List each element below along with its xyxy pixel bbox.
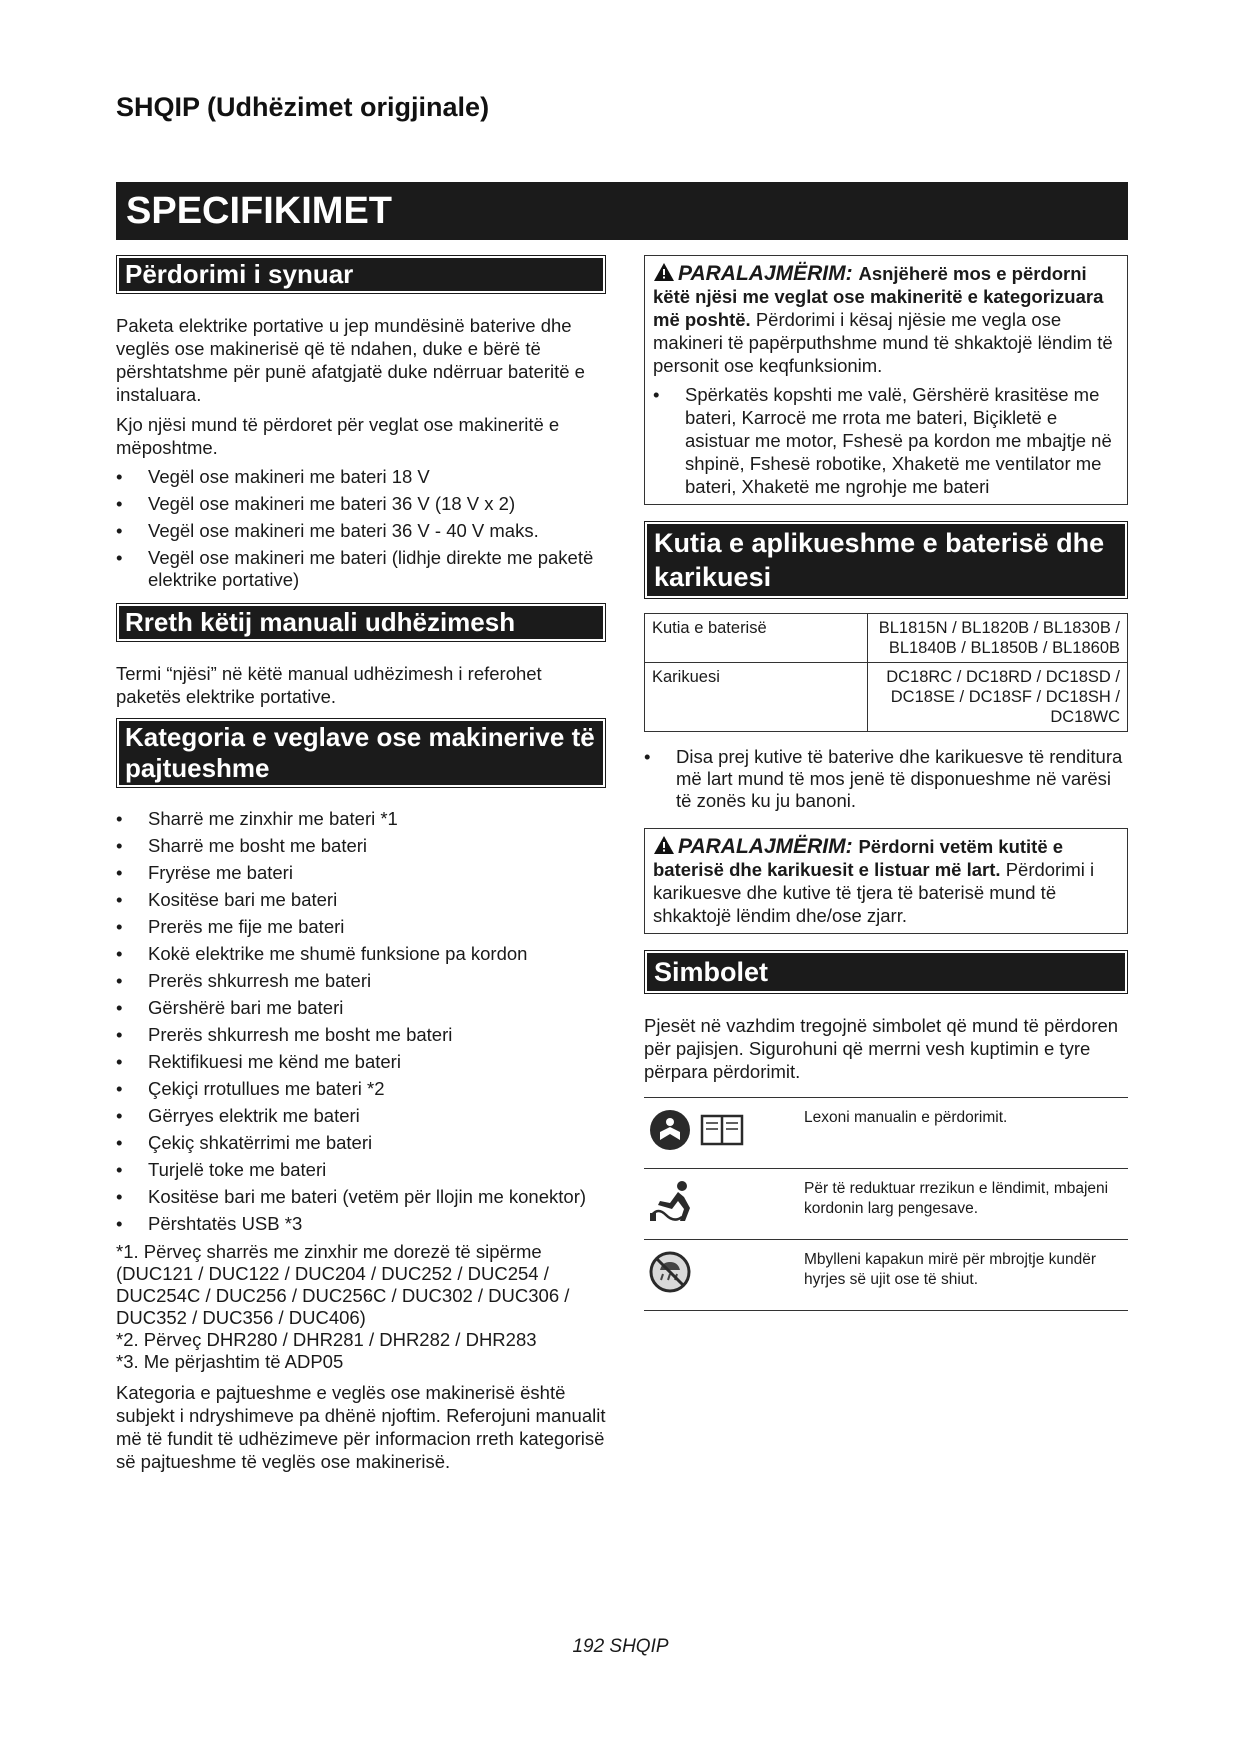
- symbols-table: [644, 1097, 1128, 1311]
- trip-hazard-icon: [648, 1179, 704, 1223]
- warning-text: Përdorimi i karikuesve dhe kutive të tjera të baterisë mund të shkaktojë lëndim dhe/ose zjarr.: [653, 859, 1095, 926]
- list-item: • Gërshërë bari me bateri: [116, 997, 606, 1019]
- table-row: [644, 1240, 1128, 1311]
- list-item: • Kositëse bari me bateri: [116, 889, 606, 911]
- symbol-description: Lexoni manualin e përdorimit.: [800, 1098, 1128, 1169]
- list-item: • Disa prej kutive të baterive dhe karikuesve të renditura më lart mund të mos jenë të disponueshme në varësi të zonës ku ju banoni.: [644, 746, 1128, 812]
- list-item: • Vegël ose makineri me bateri 36 V - 40 V maks.: [116, 520, 606, 542]
- list-item: • Përshtatës USB *3: [116, 1213, 606, 1235]
- warning-text: Përdorimi i kësaj njësie me vegla ose makineri të papërputhshme mund të shkaktojë lëndim të personit ose keqfunksionim.: [653, 309, 1113, 376]
- table-row: [644, 1098, 1128, 1169]
- warning-label: [653, 262, 858, 285]
- about-manual-paragraph: Termi “njësi” në këtë manual udhëzimesh i referohet paketës elektrike portative.: [116, 663, 542, 707]
- list-item: • Çekiç shkatërrimi me bateri: [116, 1132, 606, 1154]
- section-heading-symbols: Simbolet: [644, 950, 1128, 994]
- list-item: • Vegël ose makineri me bateri 36 V (18 V x 2): [116, 493, 606, 515]
- table-row: [644, 1169, 1128, 1240]
- compatible-list: [116, 808, 606, 1235]
- table-cell-value: DC18RC / DC18RD / DC18SD / DC18SE / DC18SF / DC18SH / DC18WC: [868, 663, 1128, 732]
- symbol-description: Mbylleni kapakun mirë për mbrojtje kundër hyrjes së ujit ose të shiut.: [800, 1240, 1128, 1311]
- read-manual-icon: [648, 1108, 748, 1152]
- warning-triangle-icon: [653, 262, 675, 282]
- right-column: [644, 255, 1128, 1311]
- list-item: • Prerës shkurresh me bosht me bateri: [116, 1024, 606, 1046]
- symbol-description: Për të reduktuar rrezikun e lëndimit, mbajeni kordonin larg pengesave.: [800, 1169, 1128, 1240]
- symbols-intro: Pjesët në vazhdim tregojnë simbolet që mund të përdoren për pajisjen. Sigurohuni që merrni vesh kuptimin e tyre përpara përdorimit.: [644, 1015, 1119, 1082]
- battery-charger-table: [644, 613, 1128, 732]
- warning-label-text: PARALAJMËRIM:: [678, 262, 853, 285]
- list-item: • Turjelë toke me bateri: [116, 1159, 606, 1181]
- page-language-title: SHQIP (Udhëzimet origjinale): [116, 92, 490, 122]
- intended-use-paragraph-1: Paketa elektrike portative u jep mundësinë baterive dhe veglës ose makinerisë që të ndahen, duke e bërë të përshtatshme për punë afatgjatë duke ndërruar bateritë e instaluara.: [116, 315, 585, 405]
- intended-use-list: [116, 466, 606, 591]
- no-rain-icon: [648, 1250, 696, 1294]
- table-cell-value: BL1815N / BL1820B / BL1830B / BL1840B / BL1850B / BL1860B: [868, 614, 1128, 663]
- list-item: • Kokë elektrike me shumë funksione pa kordon: [116, 943, 606, 965]
- list-item: • Vegël ose makineri me bateri (lidhje direkte me paketë elektrike portative): [116, 547, 606, 591]
- section-heading-intended-use: Përdorimi i synuar: [116, 255, 606, 294]
- warning-box-incompatible: [644, 255, 1128, 505]
- left-column: [116, 255, 606, 1480]
- symbol-cell: [644, 1098, 800, 1169]
- page-number: 192 SHQIP: [572, 1636, 669, 1657]
- compatibility-closing-paragraph: Kategoria e pajtueshme e veglës ose makinerisë është subjekt i ndryshimeve pa dhënë njoftim. Referojuni manualit më të fundit të udhëzimeve për informacion rreth kategorisë së pajtueshme të veglës ose makinerisë.: [116, 1382, 606, 1472]
- footnotes: [116, 1241, 606, 1373]
- list-item: • Rektifikuesi me kënd me bateri: [116, 1051, 606, 1073]
- incompatible-list: [653, 383, 1119, 498]
- table-row: [645, 614, 1128, 663]
- footnote: *1. Përveç sharrës me zinxhir me dorezë të sipërme (DUC121 / DUC122 / DUC204 / DUC252 / DUC254 / DUC254C / DUC256 / DUC256C / DUC302 / DUC306 / DUC352 / DUC356 / DUC406): [116, 1241, 570, 1328]
- list-item: • Çekiçi rrotullues me bateri *2: [116, 1078, 606, 1100]
- list-item: • Gërryes elektrik me bateri: [116, 1105, 606, 1127]
- warning-box-batteries: [644, 828, 1128, 934]
- list-item: • Vegël ose makineri me bateri 18 V: [116, 466, 606, 488]
- list-item: • Kositëse bari me bateri (vetëm për llojin me konektor): [116, 1186, 606, 1208]
- warning-bold-text: Asnjëherë mos e përdorni këtë njësi me veglat ose makineritë e kategorizuara më poshtë.: [653, 263, 1104, 330]
- table-row: [645, 663, 1128, 732]
- table-cell-label: Karikuesi: [645, 663, 868, 732]
- table-cell-label: Kutia e baterisë: [645, 614, 868, 663]
- list-item: • Spërkatës kopshti me valë, Gërshërë krasitëse me bateri, Karrocë me rrota me bateri, Biçikletë e asistuar me motor, Fshesë pa kordon me mbajtje në shpinë, Fshesë robotike, Xhaketë me ventilator me bateri, Xhaketë me ngrohje me bateri: [653, 383, 1119, 498]
- intended-use-paragraph-2: Kjo njësi mund të përdoret për veglat ose makineritë e mëposhtme.: [116, 414, 560, 458]
- list-item: • Prerës shkurresh me bateri: [116, 970, 606, 992]
- warning-triangle-icon: [653, 835, 675, 855]
- section-heading-compatible: Kategoria e veglave ose makinerive të pajtueshme: [116, 718, 606, 788]
- warning-bold-text: Përdorni vetëm kutitë e baterisë dhe karikuesit e listuar më lart.: [653, 836, 1064, 880]
- section-heading-battery-charger: Kutia e aplikueshme e baterisë dhe karikuesi: [644, 521, 1128, 599]
- warning-label: [653, 835, 858, 858]
- symbol-cell: [644, 1169, 800, 1240]
- list-item: • Prerës me fije me bateri: [116, 916, 606, 938]
- symbol-cell: [644, 1240, 800, 1311]
- list-item: • Sharrë me bosht me bateri: [116, 835, 606, 857]
- list-item: • Fryrëse me bateri: [116, 862, 606, 884]
- availability-note: [644, 746, 1128, 812]
- footnote: *2. Përveç DHR280 / DHR281 / DHR282 / DHR283: [116, 1329, 537, 1350]
- list-item: • Sharrë me zinxhir me bateri *1: [116, 808, 606, 830]
- footnote: *3. Me përjashtim të ADP05: [116, 1351, 344, 1372]
- main-section-title: SPECIFIKIMET: [116, 182, 1128, 240]
- warning-label-text: PARALAJMËRIM:: [678, 835, 853, 858]
- section-heading-about-manual: Rreth këtij manuali udhëzimesh: [116, 603, 606, 642]
